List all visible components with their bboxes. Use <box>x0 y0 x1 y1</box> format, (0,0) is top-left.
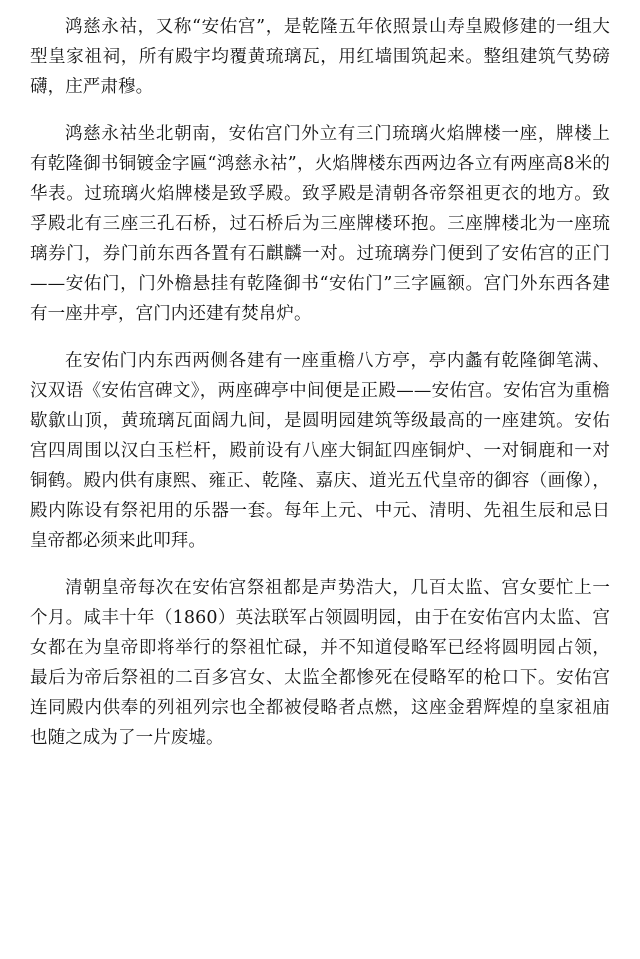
paragraph: 在安佑门内东西两侧各建有一座重檐八方亭，亭内蠡有乾隆御笔满、汉双语《安佑宫碑文》，两座碑亭中间便是正殿——安佑宫。安佑宫为重檐歇歙山顶，黄琉璃瓦面阔九间，是圆明园建筑等级最高的一座建筑。安佑宫四周围以汉白玉栏杆，殿前设有八座大铜缸四座铜炉、一对铜鹿和一对铜鹤。殿内供有康熙、雍正、乾隆、嘉庆、道光五代皇帝的御容（画像），殿内陈设有祭祀用的乐器一套。每年上元、中元、清明、先祖生辰和忌日皇帝都必须来此叩拜。 <box>30 351 610 551</box>
paragraph: 鸿慈永祜坐北朝南，安佑宫门外立有三门琉璃火焰牌楼一座，牌楼上有乾隆御书铜镀金字匾“鸿慈永祜”，火焰牌楼东西两边各立有两座高8米的华表。过琉璃火焰牌楼是致孚殿。致孚殿是清朝各帝祭祖更衣的地方。致孚殿北有三座三孔石桥，过石桥后为三座牌楼环抱。三座牌楼北为一座琉璃券门，券门前东西各置有石麒麟一对。过琉璃券门便到了安佑宫的正门——安佑门，门外檐悬挂有乾隆御书“安佑门”三字匾额。宫门外东西各建有一座井亭，宫门内还建有焚帛炉。 <box>30 124 610 324</box>
paragraph: 鸿慈永祜，又称“安佑宫”，是乾隆五年依照景山寿皇殿修建的一组大型皇家祖祠，所有殿宇均覆黄琉璃瓦，用红墙围筑起来。整组建筑气势磅礴，庄严肃穆。 <box>30 17 610 97</box>
paragraph: 清朝皇帝每次在安佑宫祭祖都是声势浩大，几百太监、宫女要忙上一个月。咸丰十年（1860）英法联军占领圆明园，由于在安佑宫内太监、宫女都在为皇帝即将举行的祭祖忙碌，并不知道侵略军已经将圆明园占领，最后为帝后祭祖的二百多宫女、太监全都惨死在侵略军的枪口下。安佑宫连同殿内供奉的列祖列宗也全都被侵略者点燃，这座金碧辉煌的皇家祖庙也随之成为了一片废墟。 <box>30 578 610 748</box>
